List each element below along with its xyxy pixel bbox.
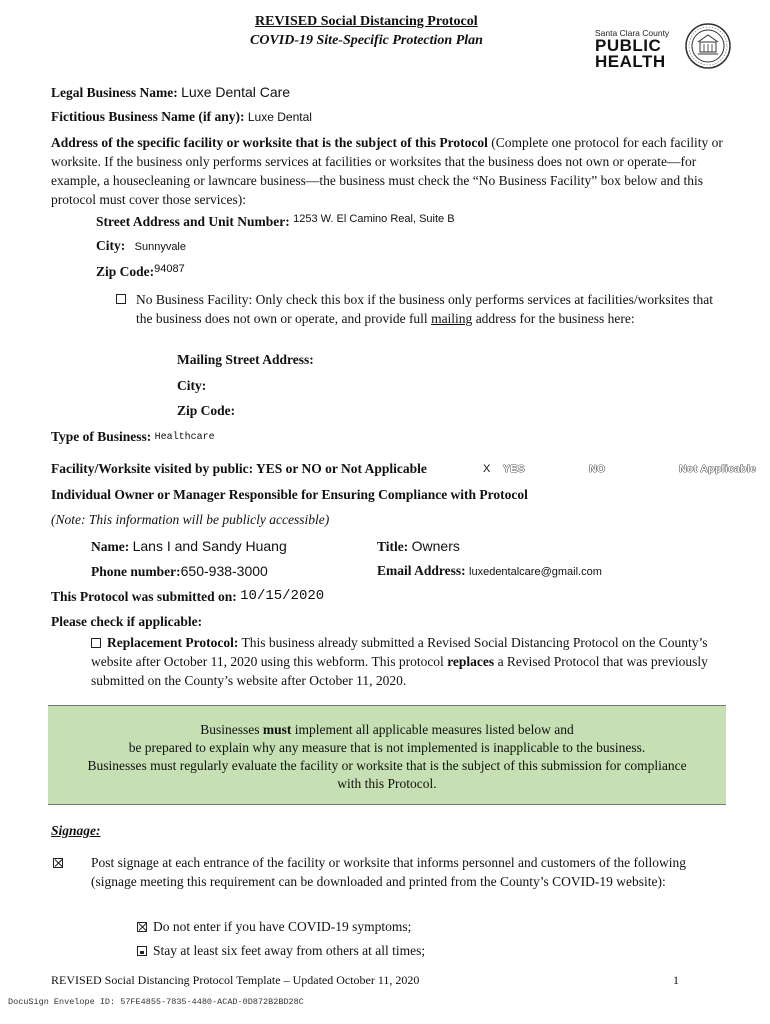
mailing-zip-label: Zip Code: [177, 403, 236, 418]
replacement-checkbox[interactable] [91, 638, 101, 648]
mailing-city-label: City: [177, 378, 207, 393]
distance-checkbox[interactable] [137, 946, 147, 956]
zip-row: Zip Code:$^{94087}$ [96, 263, 185, 279]
page-subtitle: COVID-19 Site-Specific Protection Plan [250, 33, 483, 48]
owner-name-value[interactable]: Lans I and Sandy Huang [132, 538, 287, 554]
symptoms-checkbox[interactable] [137, 922, 147, 932]
signage-sub-item-distance: Stay at least six feet away from others at all times; [137, 943, 425, 959]
zip-value[interactable]: 94087 [154, 263, 185, 275]
footer-template-note: REVISED Social Distancing Protocol Template – Updated October 11, 2020 [51, 973, 420, 987]
owner-name-row: Name: Lans I and Sandy Huang [91, 538, 287, 554]
option-no[interactable]: NO [589, 463, 606, 475]
compliance-notice-box: Businesses must implement all applicable measures listed below and be prepared to explain why any measure that is not implemented is inapplicable to the business. Businesses must regularly evaluate the facility or worksite that is the subject of this submission for compliance with this Protocol. [48, 705, 726, 805]
owner-phone-row: Phone number:650-938-3000 [91, 563, 268, 579]
address-instructions: Address of the specific facility or worksite that is the subject of this Protocol (Complete one protocol for each facility or worksite. If the business only performs services at facilities or worksites that the business does not own or operate—for example, a housecleaning or lawncare business—the business must check the “No Business Facility” box below and this protocol must cover those services): [51, 135, 723, 207]
check-heading: Please check if applicable: [51, 614, 203, 629]
owner-phone-value[interactable]: 650-938-3000 [180, 563, 268, 579]
docusign-envelope-id: DocuSign Envelope ID: 57FE4855-7835-4480-ACAD-0D872B2BD28C [8, 997, 304, 1007]
no-facility-checkbox[interactable] [116, 291, 132, 307]
signage-item-text: Post signage at each entrance of the facility or worksite that informs personnel and customers of the following (signage meeting this requirement can be downloaded and printed from the County’s COVID-19 website): [91, 855, 686, 889]
public-health-logo: Santa Clara County PUBLIC HEALTH [595, 28, 670, 71]
option-yes[interactable]: YES [503, 463, 525, 475]
option-not-applicable[interactable]: Not Applicable [679, 463, 757, 475]
county-seal-icon [684, 22, 732, 70]
city-row: City: Sunnyvale [96, 238, 186, 253]
city-value[interactable]: Sunnyvale [134, 241, 186, 253]
street-address-value[interactable]: 1253 W. El Camino Real, Suite B [293, 213, 455, 225]
replacement-protocol: Replacement Protocol: This business already submitted a Revised Social Distancing Protocol on the County’s website after October 11, 2020 using this webform. This protocol replaces a Revised Protocol that was previously submitted on the County’s website after October 11, 2020. [91, 635, 708, 688]
signage-heading: Signage: [51, 823, 101, 838]
submitted-date-value[interactable]: 10/15/2020 [240, 588, 325, 604]
type-of-business-row: Type of Business: Healthcare [51, 429, 215, 444]
owner-email-value[interactable]: luxedentalcare@gmail.com [469, 566, 602, 578]
owner-heading: Individual Owner or Manager Responsible for Ensuring Compliance with Protocol [51, 487, 528, 502]
submitted-row: This Protocol was submitted on: 10/15/2020 [51, 588, 325, 604]
visited-by-public-label: Facility/Worksite visited by public: YES or NO or Not Applicable [51, 461, 427, 476]
fictitious-business-name-row: Fictitious Business Name (if any): Luxe Dental [51, 109, 312, 124]
fictitious-business-name-value[interactable]: Luxe Dental [247, 110, 312, 124]
page-title: REVISED Social Distancing Protocol [255, 14, 478, 29]
page-number: 1 [673, 973, 679, 987]
visited-yes-mark[interactable]: X [483, 463, 491, 475]
type-of-business-value[interactable]: Healthcare [154, 432, 215, 443]
street-address-row: Street Address and Unit Number: $^{1253 W. El Camino Real, Suite B}$ [96, 213, 455, 229]
owner-title-value[interactable]: Owners [411, 538, 460, 554]
signage-sub-item-symptoms: Do not enter if you have COVID-19 symptoms; [137, 919, 411, 935]
signage-checkbox[interactable] [53, 855, 69, 871]
mailing-street-label: Mailing Street Address: [177, 352, 314, 367]
no-facility-text: No Business Facility: Only check this box if the business only performs services at facilities/worksites that the business does not own or operate, and provide full mailing address for the business here: [136, 292, 714, 326]
owner-title-row: Title: Owners [377, 538, 460, 554]
owner-email-row: Email Address: luxedentalcare@gmail.com [377, 563, 602, 578]
owner-note: (Note: This information will be publicly accessible) [51, 512, 330, 527]
legal-business-name-row: Legal Business Name: Luxe Dental Care [51, 84, 291, 100]
legal-business-name-value[interactable]: Luxe Dental Care [181, 84, 291, 100]
